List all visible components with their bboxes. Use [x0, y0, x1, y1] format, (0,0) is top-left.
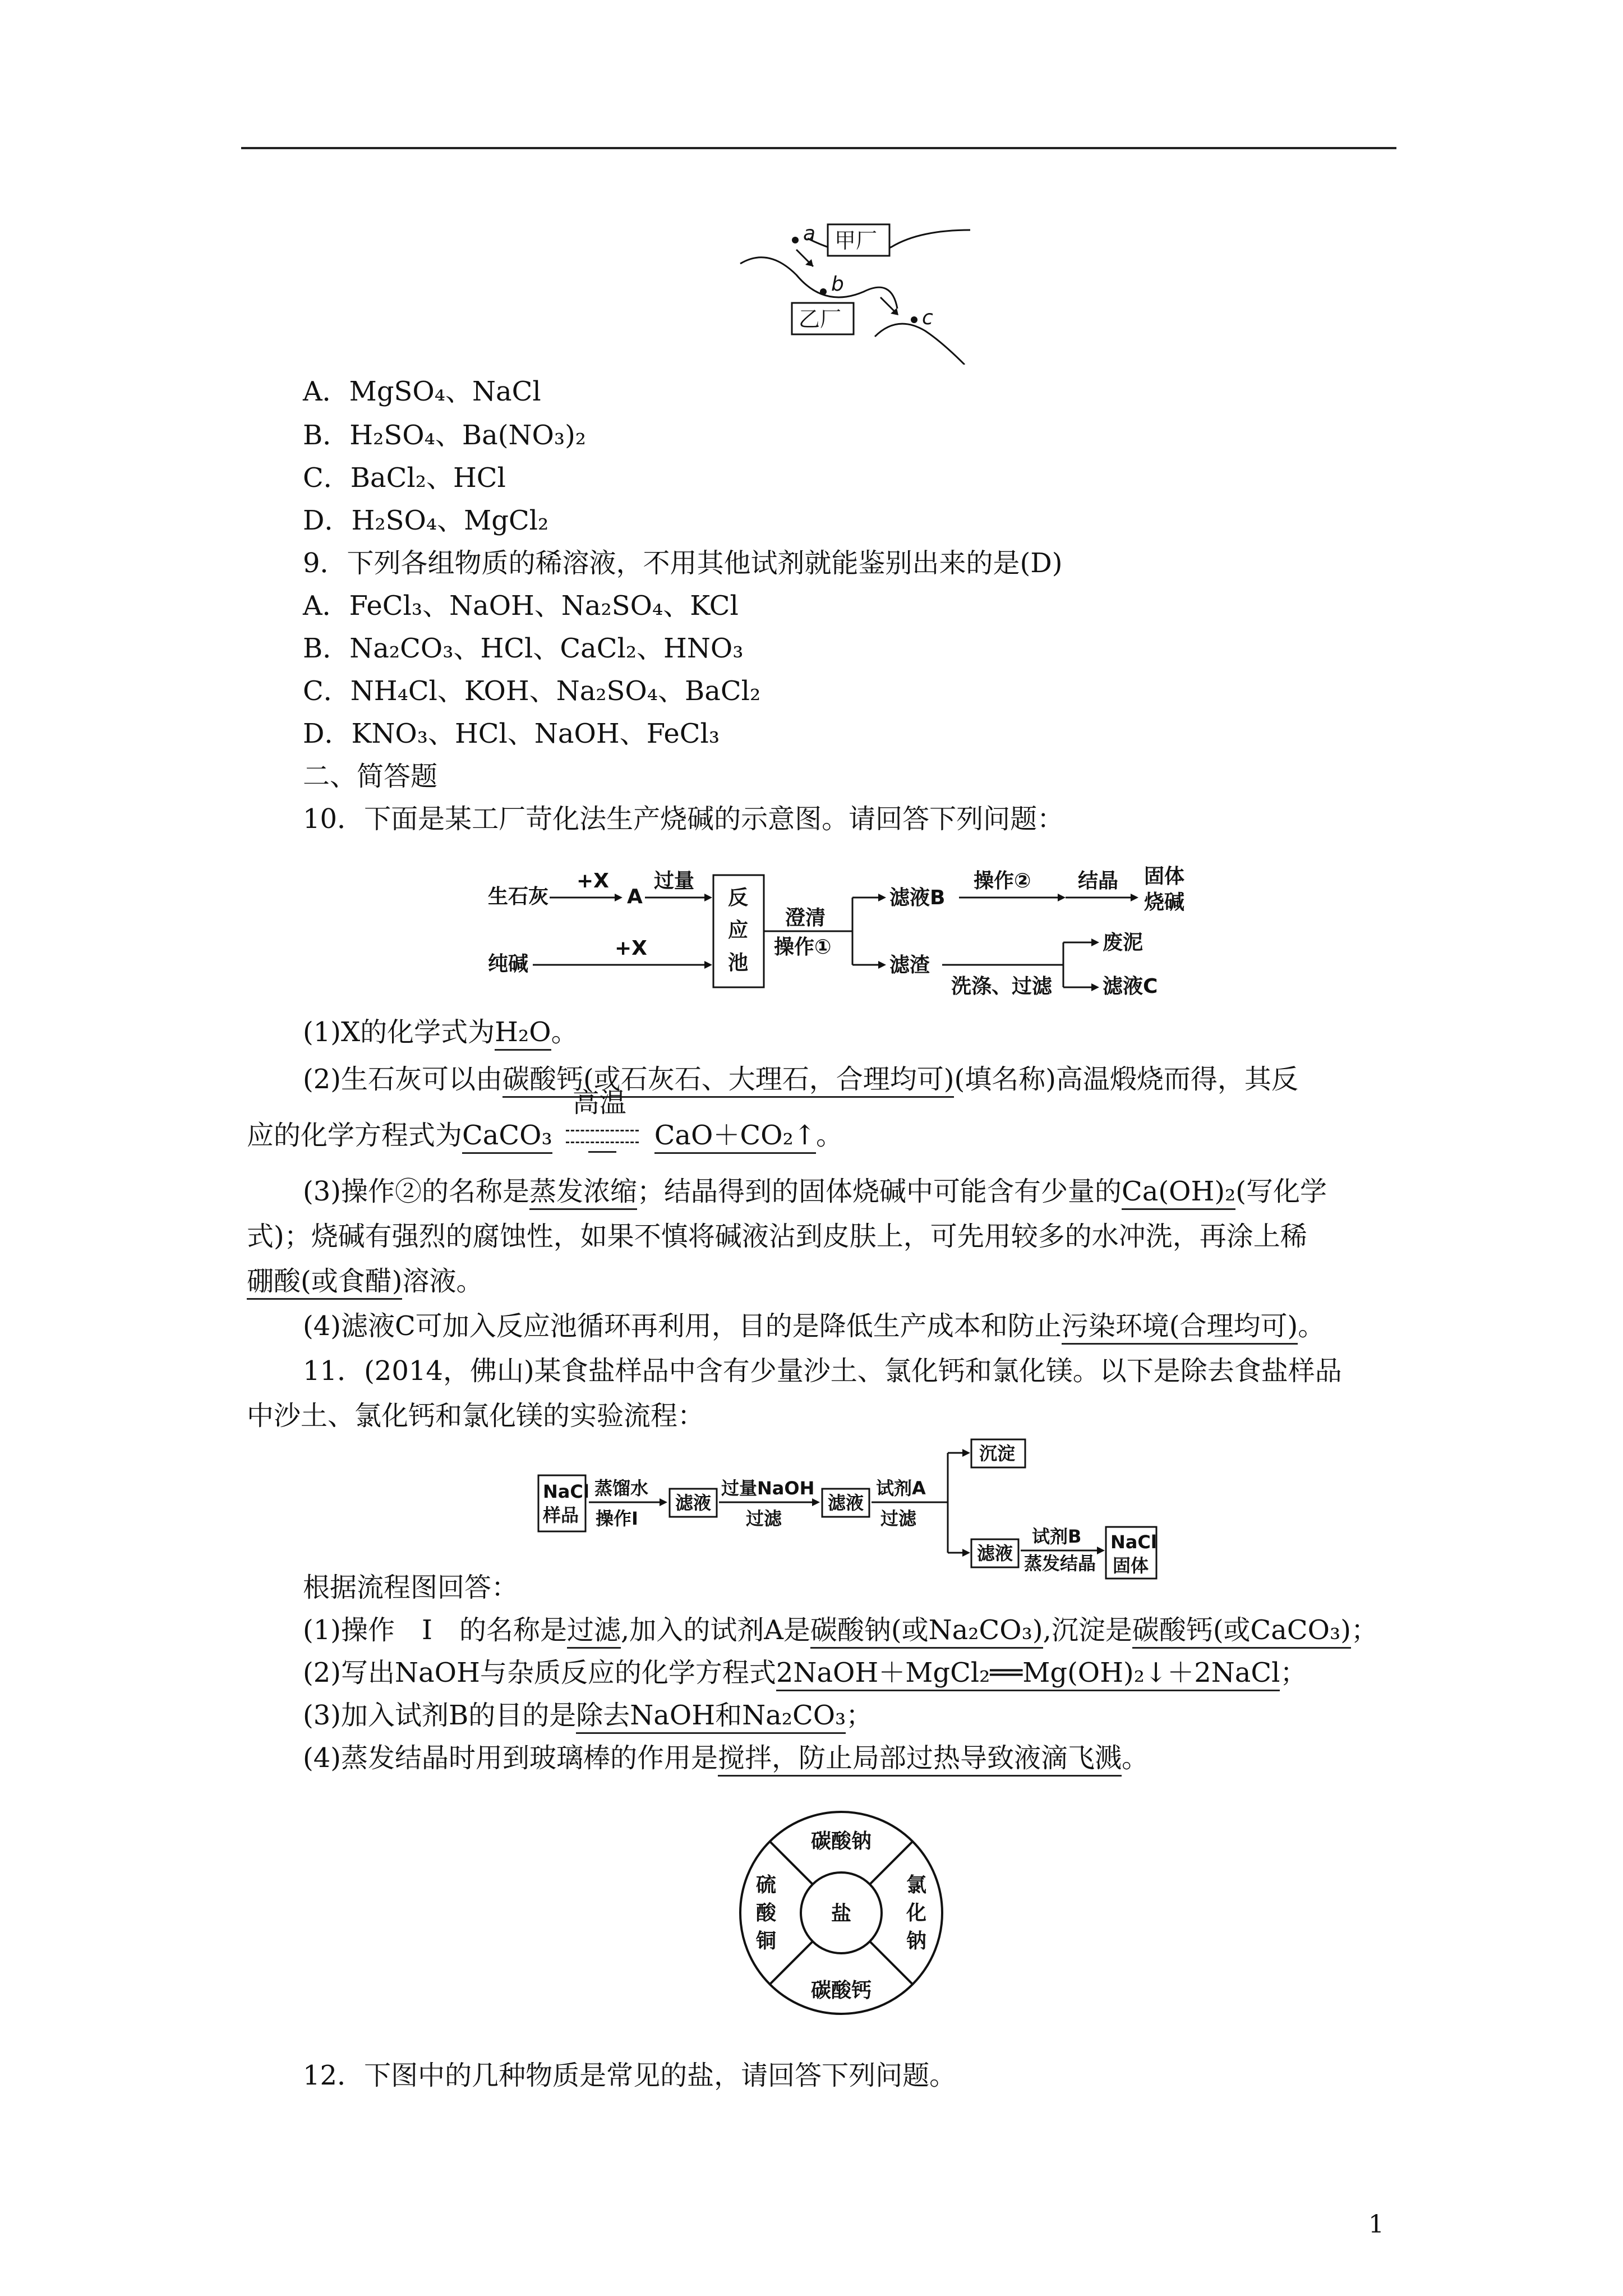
point-c — [911, 316, 917, 323]
q11-answer-4: 搅拌，防止局部过热导致液滴飞溅 — [718, 1742, 1122, 1777]
label-c: c — [922, 306, 933, 329]
q10-part2: (2)生石灰可以由碳酸钙(或石灰石、大理石，合理均可)(填名称)高温煅烧而得，其反 — [303, 1062, 1298, 1096]
flow-filtrate-2: 滤液 — [828, 1492, 864, 1513]
flow-filter-2: 过滤 — [880, 1508, 917, 1529]
q11-answer-1b: 碳酸钠(或Na₂CO₃) — [810, 1614, 1043, 1649]
q10-part3: (3)操作②的名称是蒸发浓缩；结晶得到的固体烧碱中可能含有少量的Ca(OH)₂(写化学 — [303, 1175, 1327, 1208]
flow-wash-filter: 洗涤、过滤 — [951, 975, 1053, 998]
q11-part2: (2)写出NaOH与杂质反应的化学方程式2NaOH＋MgCl₂══Mg(OH)₂↓＋2NaCl； — [303, 1656, 1307, 1690]
q8-option-c: C．BaCl₂、HCl — [303, 462, 506, 494]
q10-flow-diagram — [482, 858, 1256, 1004]
svg-text:应: 应 — [728, 919, 749, 942]
flow-soda: 纯碱 — [488, 953, 529, 976]
q9-option-a: A．FeCl₃、NaOH、Na₂SO₄、KCl — [303, 590, 739, 622]
svg-text:氯: 氯 — [906, 1874, 927, 1897]
wheel-top: 碳酸钠 — [811, 1830, 872, 1853]
point-b — [820, 288, 827, 295]
page-number: 1 — [1368, 2210, 1384, 2239]
q11-answer-2: 2NaOH＋MgCl₂══Mg(OH)₂↓＋2NaCl — [776, 1657, 1280, 1691]
flow-solid-2: 烧碱 — [1144, 891, 1185, 914]
flow-filter-1: 过滤 — [746, 1508, 782, 1529]
q11-flow-diagram — [533, 1436, 1172, 1582]
q10-part3-end: 硼酸(或食醋)溶液。 — [247, 1264, 483, 1298]
q9-option-c: C．NH₄Cl、KOH、Na₂SO₄、BaCl₂ — [303, 675, 761, 707]
q10-answer-2: 碳酸钙(或石灰石、大理石，合理均可) — [502, 1064, 954, 1098]
label-b: b — [831, 273, 844, 296]
flow-sample-1: NaCl — [543, 1481, 589, 1502]
q10-part3-cont: 式)；烧碱有强烈的腐蚀性，如果不慎将碱液沾到皮肤上，可先用较多的水冲洗，再涂上稀 — [247, 1221, 1307, 1252]
q8-option-b: B．H₂SO₄、Ba(NO₃)₂ — [303, 420, 587, 451]
svg-text:反: 反 — [728, 886, 749, 909]
q8-option-a: A．MgSO₄、NaCl — [303, 376, 541, 407]
header-rule — [241, 147, 1396, 149]
wheel-center: 盐 — [831, 1902, 852, 1925]
factory-figure — [729, 213, 987, 365]
flow-nacl-1: NaCl — [1110, 1531, 1157, 1553]
q11-answer-3: 除去NaOH和Na₂CO₃ — [576, 1700, 846, 1734]
q11-answer-1a: 过滤 — [567, 1614, 621, 1649]
flow-reagent-a: 试剂A — [876, 1478, 926, 1499]
flow-solid-1: 固体 — [1144, 865, 1185, 888]
svg-text:化: 化 — [906, 1902, 927, 1925]
q10-answer-4: 污染环境(合理均可) — [1062, 1310, 1298, 1345]
q9-stem: 9．下列各组物质的稀溶液，不用其他试剂就能鉴别出来的是(D) — [303, 547, 1063, 579]
flow-sludge: 废泥 — [1103, 931, 1144, 954]
q11-answer-1c: 碳酸钙(或CaCO₃) — [1132, 1614, 1351, 1649]
q11-part4: (4)蒸发结晶时用到玻璃棒的作用是搅拌，防止局部过热导致液滴飞溅。 — [303, 1741, 1149, 1775]
svg-text:铜: 铜 — [756, 1930, 777, 1953]
flow-evaporate: 蒸发结晶 — [1024, 1553, 1096, 1574]
svg-text:钠: 钠 — [906, 1930, 927, 1953]
flow-a: A — [627, 885, 643, 908]
q10-answer-1: H₂O — [495, 1016, 551, 1051]
flow-op2: 操作② — [974, 869, 1031, 892]
factory-yi: 乙厂 — [799, 307, 842, 332]
flow-nacl-2: 固体 — [1113, 1555, 1149, 1576]
q10-answer-3c: 硼酸(或食醋) — [247, 1266, 402, 1300]
flow-sample-2: 样品 — [543, 1504, 579, 1526]
q9-option-b: B．Na₂CO₃、HCl、CaCl₂、HNO₃ — [303, 633, 744, 664]
q10-part1: (1)X的化学式为H₂O。 — [303, 1015, 578, 1049]
point-a — [792, 237, 799, 243]
flow-crystallize: 结晶 — [1078, 869, 1119, 892]
flow-quicklime: 生石灰 — [488, 885, 549, 908]
q10-answer-3b: Ca(OH)₂ — [1122, 1176, 1235, 1210]
q11-part3: (3)加入试剂B的目的是除去NaOH和Na₂CO₃； — [303, 1699, 873, 1732]
section-heading: 二、简答题 — [303, 761, 438, 792]
q10-part2-equation: 应的化学方程式为CaCO₃ 高温 CaO＋CO₂↑。 — [247, 1119, 843, 1152]
q11-stem-2: 中沙土、氯化钙和氯化镁的实验流程： — [247, 1400, 705, 1432]
flow-reagent-b: 试剂B — [1032, 1526, 1082, 1547]
flow-residue: 滤渣 — [889, 954, 930, 977]
q12-stem: 12．下图中的几种物质是常见的盐，请回答下列问题。 — [303, 2060, 957, 2091]
flow-op1: 操作① — [774, 936, 832, 959]
flow-filtrate-1: 滤液 — [675, 1492, 712, 1513]
flow-water: 蒸馏水 — [594, 1478, 649, 1499]
flow-filtrate-c: 滤液C — [1103, 975, 1158, 998]
q10-answer-3a: 蒸发浓缩 — [529, 1176, 637, 1210]
flow-filtrate-b: 滤液B — [889, 886, 946, 909]
flow-excess: 过量 — [654, 869, 695, 892]
label-a: a — [803, 222, 816, 245]
flow-filtrate-3: 滤液 — [977, 1543, 1013, 1564]
salt-wheel-diagram — [735, 1806, 948, 2019]
high-temp-sign: 高温 — [561, 1119, 645, 1152]
svg-text:酸: 酸 — [756, 1902, 777, 1925]
q10-stem: 10．下面是某工厂苛化法生产烧碱的示意图。请回答下列问题： — [303, 803, 1064, 835]
flow-op-i: 操作Ⅰ — [596, 1508, 638, 1529]
q8-option-d: D．H₂SO₄、MgCl₂ — [303, 505, 549, 536]
flow-precipitate: 沉淀 — [979, 1443, 1016, 1464]
q10-part4: (4)滤液C可加入反应池循环再利用，目的是降低生产成本和防止污染环境(合理均可)。 — [303, 1309, 1325, 1343]
q9-option-d: D．KNO₃、HCl、NaOH、FeCl₃ — [303, 718, 720, 749]
svg-text:硫: 硫 — [756, 1874, 777, 1897]
flow-clarify: 澄清 — [785, 907, 826, 930]
factory-jia: 甲厂 — [834, 228, 878, 253]
wheel-bottom: 碳酸钙 — [811, 1979, 872, 2002]
flow-plus-x-top: +X — [577, 869, 609, 892]
q11-stem-1: 11．(2014，佛山)某食盐样品中含有少量沙土、氯化钙和氯化镁。以下是除去食盐样品 — [303, 1355, 1342, 1387]
flow-plus-x-bottom: +X — [615, 937, 647, 960]
q11-lead: 根据流程图回答： — [303, 1572, 519, 1603]
q11-part1: (1)操作 Ⅰ 的名称是过滤,加入的试剂A是碳酸钠(或Na₂CO₃),沉淀是碳酸钙(或CaCO₃)； — [303, 1613, 1378, 1647]
svg-text:池: 池 — [728, 951, 749, 974]
flow-naoh: 过量NaOH — [721, 1478, 815, 1499]
